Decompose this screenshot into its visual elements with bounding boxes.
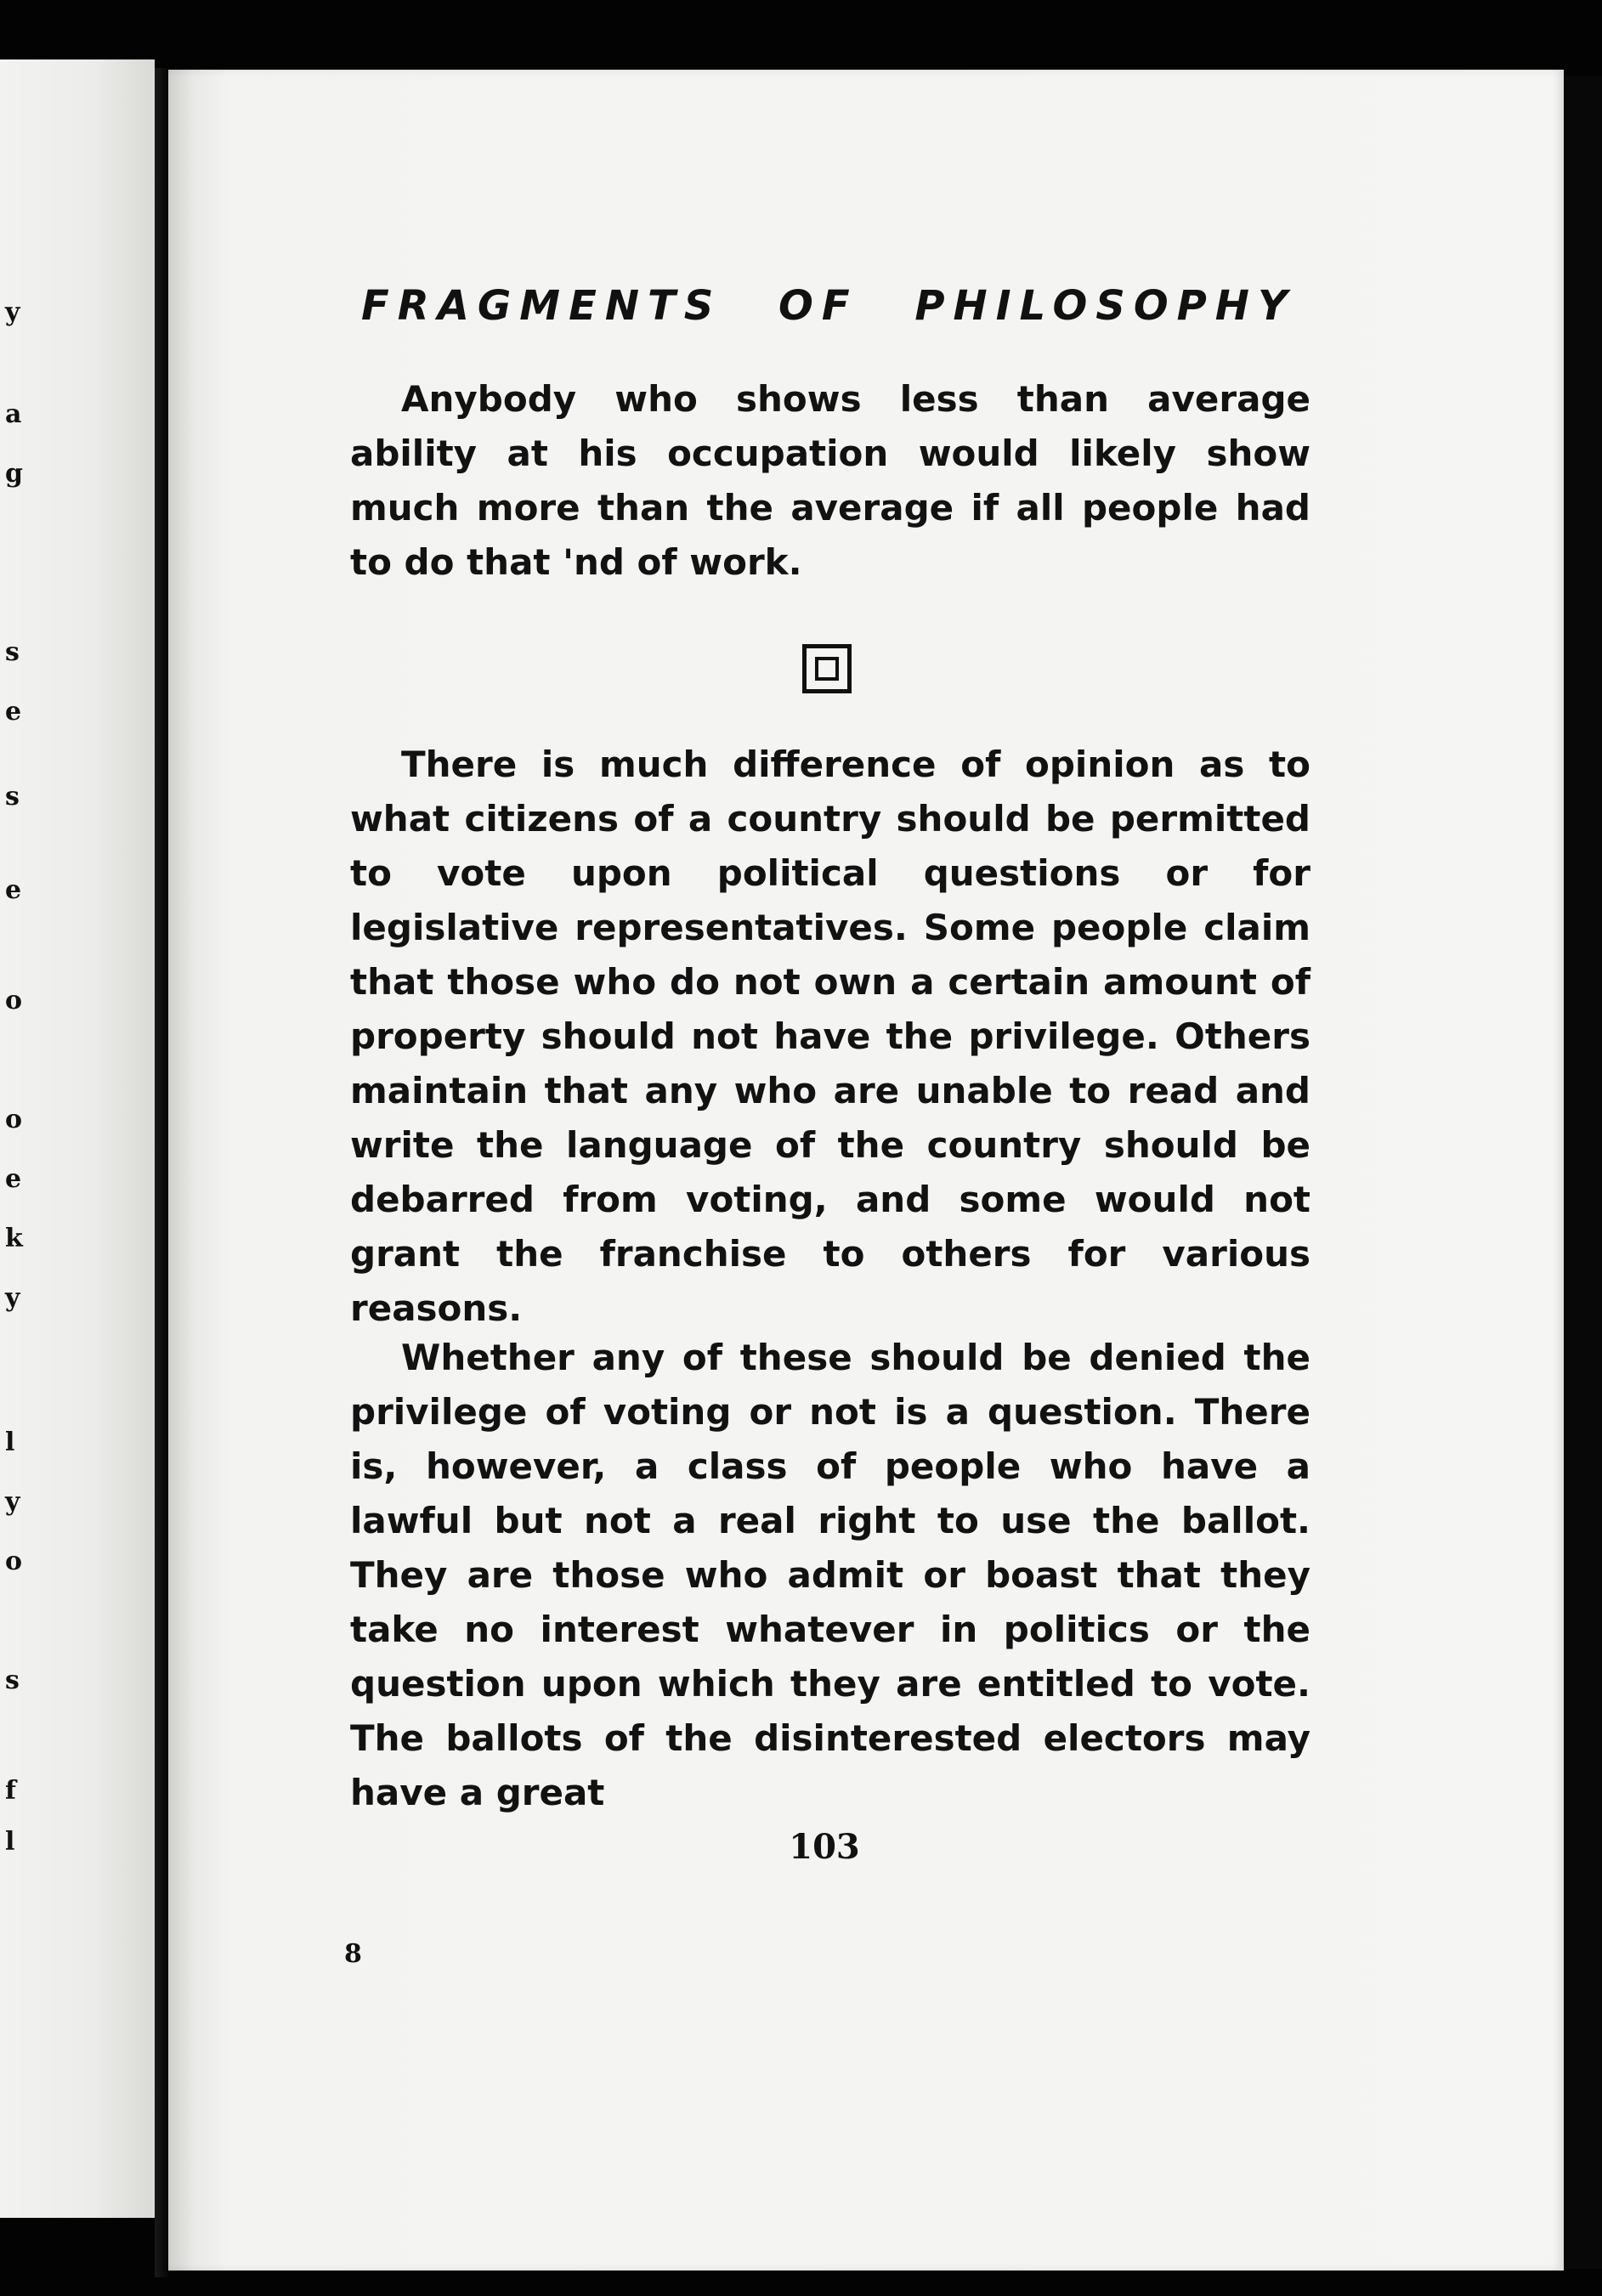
facing-page-fragment: y <box>5 1283 20 1313</box>
facing-page-fragment: e <box>5 1164 22 1194</box>
running-head: FRAGMENTS OF PHILOSOPHY <box>361 282 1296 330</box>
facing-page-fragment: o <box>5 986 23 1015</box>
book-gutter <box>155 68 168 2277</box>
facing-page-fragment: o <box>5 1105 23 1134</box>
page-edge-shadow <box>1564 76 1602 2269</box>
facing-page-fragment: a <box>5 399 22 429</box>
paragraph-voting-opinions: There is much difference of opinion as to what citizens of a country should be permitted to vote upon political questions or for legislative representatives. Some people claim that those who do not own a certain amount of property should not have the privilege. Others maintain that any who are unable to read and write the language of the country should be debarred from voting, and some would not grant the franchise to others for various reasons. <box>350 744 1310 1329</box>
facing-page-fragment: k <box>5 1224 23 1253</box>
facing-page-fragment: e <box>5 697 22 727</box>
facing-page-fragment: s <box>5 1665 20 1695</box>
facing-page-fragment: s <box>5 637 20 667</box>
facing-page-fragment: l <box>5 1827 15 1857</box>
facing-page-sliver <box>0 59 155 2218</box>
paragraph-disinterested-electors: Whether any of these should be denied the privilege of voting or not is a question. There is, however, a class of people who have a lawful but not a real right to use the ballot. They are those who admit or boast that they take no interest whatever in politics or the question upon which they are entitled to vote. The ballots of the disinterested electors may have a great <box>350 1337 1310 1813</box>
facing-page-fragment: s <box>5 782 20 812</box>
facing-page-fragment: g <box>5 459 23 489</box>
facing-page-fragment: e <box>5 875 22 905</box>
facing-page-fragment: l <box>5 1428 15 1457</box>
ornament-inner-square <box>815 657 839 681</box>
square-ornament-icon <box>802 644 852 693</box>
facing-page-fragment: f <box>5 1776 16 1806</box>
facing-page-fragment: o <box>5 1547 23 1576</box>
facing-page-fragment: y <box>5 1487 20 1517</box>
page-number: 103 <box>789 1827 860 1867</box>
signature-mark: 8 <box>344 1939 362 1969</box>
facing-page-fragment: y <box>5 297 20 327</box>
paragraph-ability: Anybody who shows less than average ability at his occupation would likely show much more than the average if all people had to do that 'nd of work. <box>350 378 1310 583</box>
